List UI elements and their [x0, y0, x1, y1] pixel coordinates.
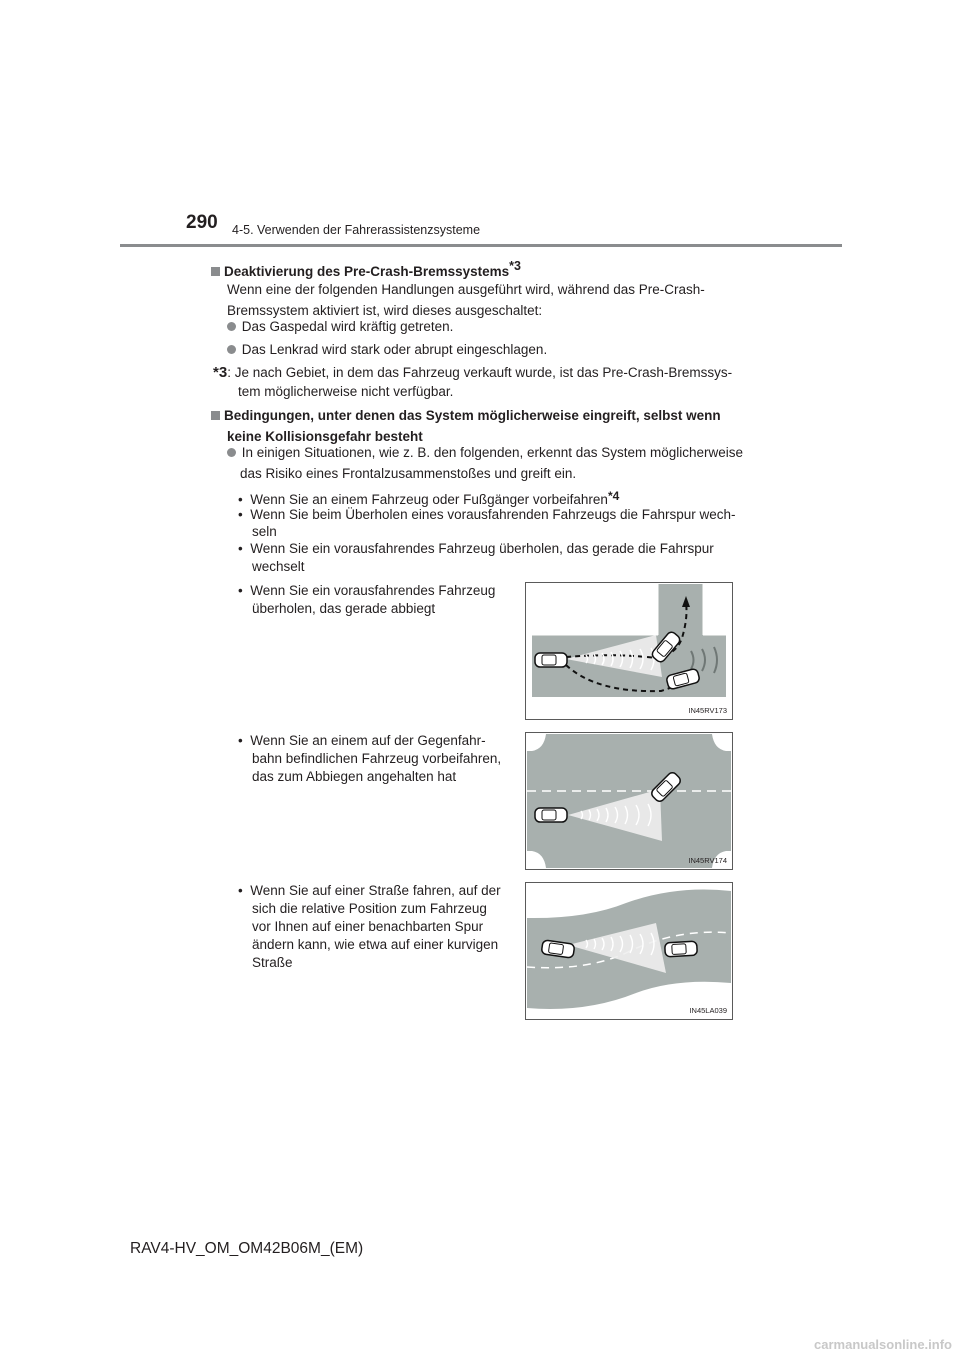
- sub-item-cont: wechselt: [252, 559, 305, 574]
- car-icon: [535, 653, 567, 667]
- car-icon: [665, 941, 698, 957]
- section-heading-conditions: Bedingungen, unter denen das System möglicherweise eingreift, selbst wenn: [211, 405, 745, 426]
- footnote-mark: *3: [509, 259, 521, 273]
- figure-code: IN45RV173: [688, 706, 727, 715]
- sub-item: • Wenn Sie beim Überholen eines vorausfahrenden Fahrzeugs die Fahrspur wech-: [238, 507, 736, 522]
- figure-curved-road: [525, 882, 733, 1020]
- sub-item-cont: vor Ihnen auf einer benachbarten Spur: [252, 919, 484, 934]
- sub-item-cont: überholen, das gerade abbiegt: [252, 601, 436, 616]
- list-item: In einigen Situationen, wie z. B. den folgenden, erkennt das System möglicherweise: [227, 442, 747, 463]
- figure-turning-vehicle: [525, 582, 733, 720]
- square-bullet-icon: [211, 267, 220, 276]
- list-item: Das Gaspedal wird kräftig getreten.: [227, 316, 453, 337]
- footnote-line-2: tem möglicherweise nicht verfügbar.: [238, 384, 454, 399]
- car-icon: [535, 808, 567, 822]
- figure-code: IN45LA039: [689, 1006, 727, 1015]
- sub-item: • Wenn Sie auf einer Straße fahren, auf der: [238, 883, 501, 898]
- sub-item: • Wenn Sie ein vorausfahrendes Fahrzeug: [238, 583, 496, 598]
- circle-bullet-icon: [227, 448, 236, 457]
- section-heading-line-2: keine Kollisionsgefahr besteht: [227, 429, 423, 444]
- sub-item-cont: sich die relative Position zum Fahrzeug: [252, 901, 487, 916]
- sub-item-cont: seln: [252, 524, 277, 539]
- circle-bullet-icon: [227, 345, 236, 354]
- sub-item-cont: das zum Abbiegen angehalten hat: [252, 769, 457, 784]
- header-rule: [120, 244, 842, 247]
- sub-item: • Wenn Sie an einem Fahrzeug oder Fußgänger vorbeifahren*4: [238, 489, 620, 507]
- sub-item-cont: bahn befindlichen Fahrzeug vorbeifahren,: [252, 751, 502, 766]
- sub-item-cont: Straße: [252, 955, 293, 970]
- sub-item: • Wenn Sie ein vorausfahrendes Fahrzeug überholen, das gerade die Fahrspur: [238, 541, 714, 556]
- figure-illustration: [526, 733, 732, 869]
- sub-item-cont: ändern kann, wie etwa auf einer kurvigen: [252, 937, 499, 952]
- bullet-line-2: das Risiko eines Frontalzusammenstoßes und greift ein.: [240, 466, 577, 481]
- section-heading-deactivation: Deaktivierung des Pre-Crash-Bremssystems$^{*3}$: [211, 256, 521, 282]
- chapter-title: 4-5. Verwenden der Fahrerassistenzsysteme: [232, 223, 481, 237]
- watermark: carmanualsonline.info: [814, 1337, 952, 1352]
- list-item: Das Lenkrad wird stark oder abrupt eingeschlagen.: [227, 339, 547, 360]
- model-code: RAV4-HV_OM_OM42B06M_(EM): [130, 1240, 364, 1257]
- page-number: 290: [186, 212, 218, 233]
- intro-line-2: Bremssystem aktiviert ist, wird dieses ausgeschaltet:: [227, 303, 543, 318]
- figure-code: IN45RV174: [688, 856, 727, 865]
- figure-illustration: [526, 883, 732, 1019]
- intro-line-1: Wenn eine der folgenden Handlungen ausgeführt wird, während das Pre-Crash-: [227, 282, 705, 297]
- footnote: *3: Je nach Gebiet, in dem das Fahrzeug verkauft wurde, ist das Pre-Crash-Bremssys-: [213, 364, 733, 381]
- circle-bullet-icon: [227, 322, 236, 331]
- square-bullet-icon: [211, 411, 220, 420]
- sub-item: • Wenn Sie an einem auf der Gegenfahr-: [238, 733, 486, 748]
- figure-illustration: [526, 583, 732, 719]
- figure-stopped-vehicle: [525, 732, 733, 870]
